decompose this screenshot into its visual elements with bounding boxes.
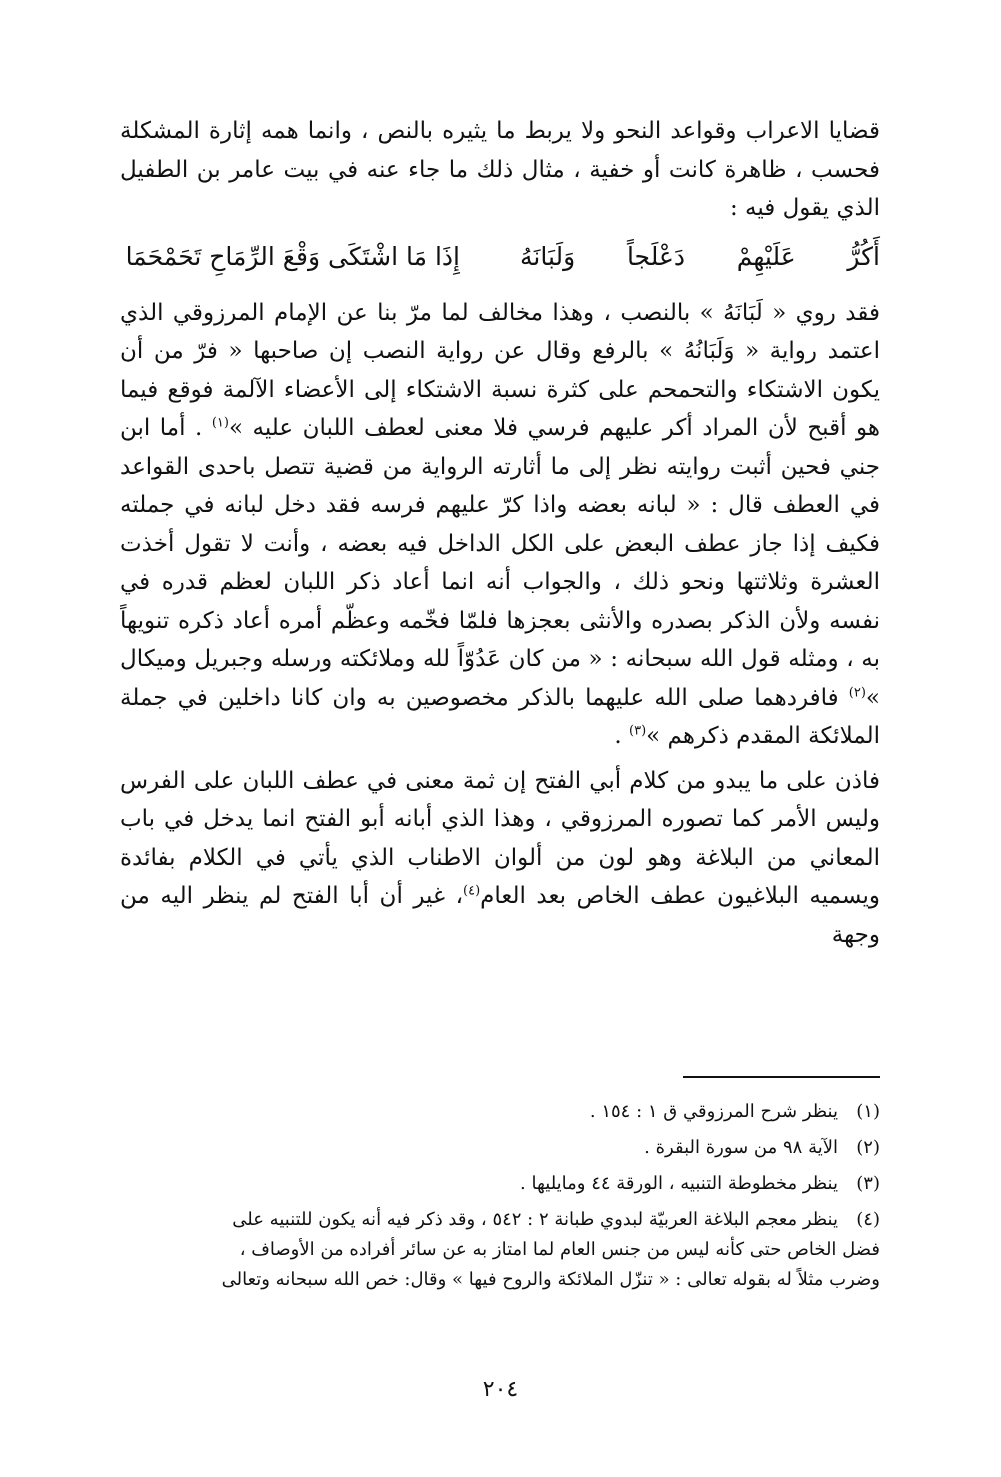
footnote-number: (١): [856, 1101, 880, 1122]
body-paragraph-2: فاذن على ما يبدو من كلام أبي الفتح إن ثمة معنى في عطف اللبان على الفرس وليس الأمر كما تصوره المرزوقي ، وهذا الذي أبانه أبو الفتح انما يدخل في باب المعاني من البلاغة وهو لون من ألوان الاطناب الذي يأتي في الكلام بفائدة ويسميه البلاغيون عطف الخاص بعد العام$^{(٤)}$، غير أن أبا الفتح لم ينظر اليه من وجهة: [120, 767, 880, 948]
footnote-text: ينظر مخطوطة التنبيه ، الورقة ٤٤ ومايليها .: [520, 1173, 838, 1194]
footnote-item: [120, 1133, 880, 1163]
footnote-number: (٤): [856, 1209, 880, 1230]
footnote-continuation: وضرب مثلاً له بقوله تعالى : « تنزّل الملائكة والروح فيها » وقال: خص الله سبحانه وتعالى: [221, 1269, 880, 1290]
footnote-item: [120, 1097, 880, 1127]
footnote-text: ينظر معجم البلاغة العربيّة لبدوي طبانة ٢ : ٥٤٢ ، وقد ذكر فيه أنه يكون للتنبيه على: [232, 1209, 838, 1230]
footnote-ref-4[interactable]: (٤): [463, 883, 481, 899]
footnote-item: [120, 1205, 880, 1235]
intro-paragraph: قضايا الاعراب وقواعد النحو ولا يربط ما يثيره بالنص ، وانما همه إثارة المشكلة فحسب ، ظاهرة كانت أو خفية ، مثال ذلك ما جاء عنه في بيت عامر بن الطفيل الذي يقول فيه :: [120, 118, 880, 221]
footnote-item: [120, 1169, 880, 1199]
footnote-number: (٢): [856, 1137, 880, 1158]
footnote-ref-2[interactable]: (٢): [848, 684, 866, 700]
verse-word: إِذَا مَا اشْتَكَى وَقْعَ الرِّمَاحِ تَحَمْحَمَا: [125, 241, 460, 271]
verse-word: أَكُرُّ: [847, 241, 880, 271]
verse-first-half: [520, 230, 880, 284]
footnote-ref-3[interactable]: (٣): [629, 723, 647, 739]
footnote-divider: [683, 1076, 880, 1078]
verse-word: دَعْلَجاً: [626, 241, 686, 271]
footnotes: [120, 1097, 880, 1295]
footnote-number: (٣): [856, 1173, 880, 1194]
verse-word: وَلَبَانَهُ: [520, 241, 576, 271]
footnote-continuation: فضل الخاص حتى كأنه ليس من جنس العام لما امتاز به عن سائر أفراده من الأوصاف ،: [239, 1239, 880, 1260]
footnote-text: ينظر شرح المرزوقي ق ١ : ١٥٤ .: [589, 1101, 838, 1122]
verse-word: عَلَيْهِمْ: [736, 241, 796, 271]
poetry-verse: [120, 230, 880, 284]
main-text: [120, 112, 880, 954]
footnote-ref-1[interactable]: (١): [211, 415, 229, 431]
body-paragraph-1: فقد روي « لَبَانَهُ » بالنصب ، وهذا مخالف لما مرّ بنا عن الإمام المرزوقي الذي اعتمد رواية « وَلَبَانُهُ » بالرفع وقال عن رواية النصب إن صاحبها « فرّ من أن يكون الاشتكاء والتحمحم على كثرة نسبة الاشتكاء إلى الأعضاء الآلمة فوقع فيما هو أقبح لأن المراد أكر عليهم فرسي فلا معنى لعطف اللبان عليه »$^{(١)}$ . أما ابن جني فحين أثبت روايته نظر إلى ما أثارته الرواية من قضية تتصل باحدى القواعد في العطف قال : « لبانه بعضه واذا كرّ عليهم فرسه فقد دخل لبانه في جملته فكيف إذا جاز عطف البعض على الكل الداخل فيه بعضه ، وأنت لا تقول أخذت العشرة وثلاثتها ونحو ذلك ، والجواب أنه انما أعاد ذكر اللبان لعظم قدره في نفسه ولأن الذكر بصدره والأنثى بعجزها فلمّا فخّمه وعظّم أمره أعاد ذكره تنويهاً به ، ومثله قول الله سبحانه : « من كان عَدُوّاً لله وملائكته ورسله وجبريل وميكال »$^{(٢)}$ فافردهما صلى الله عليهما بالذكر مخصوصين به وان كانا داخلين في جملة الملائكة المقدم ذكرهم »$^{(٣)}$ .: [120, 299, 880, 749]
verse-second-half: [120, 230, 460, 284]
page-number: ٢٠٤: [482, 1377, 519, 1402]
footnote-text: الآية ٩٨ من سورة البقرة .: [644, 1137, 838, 1158]
